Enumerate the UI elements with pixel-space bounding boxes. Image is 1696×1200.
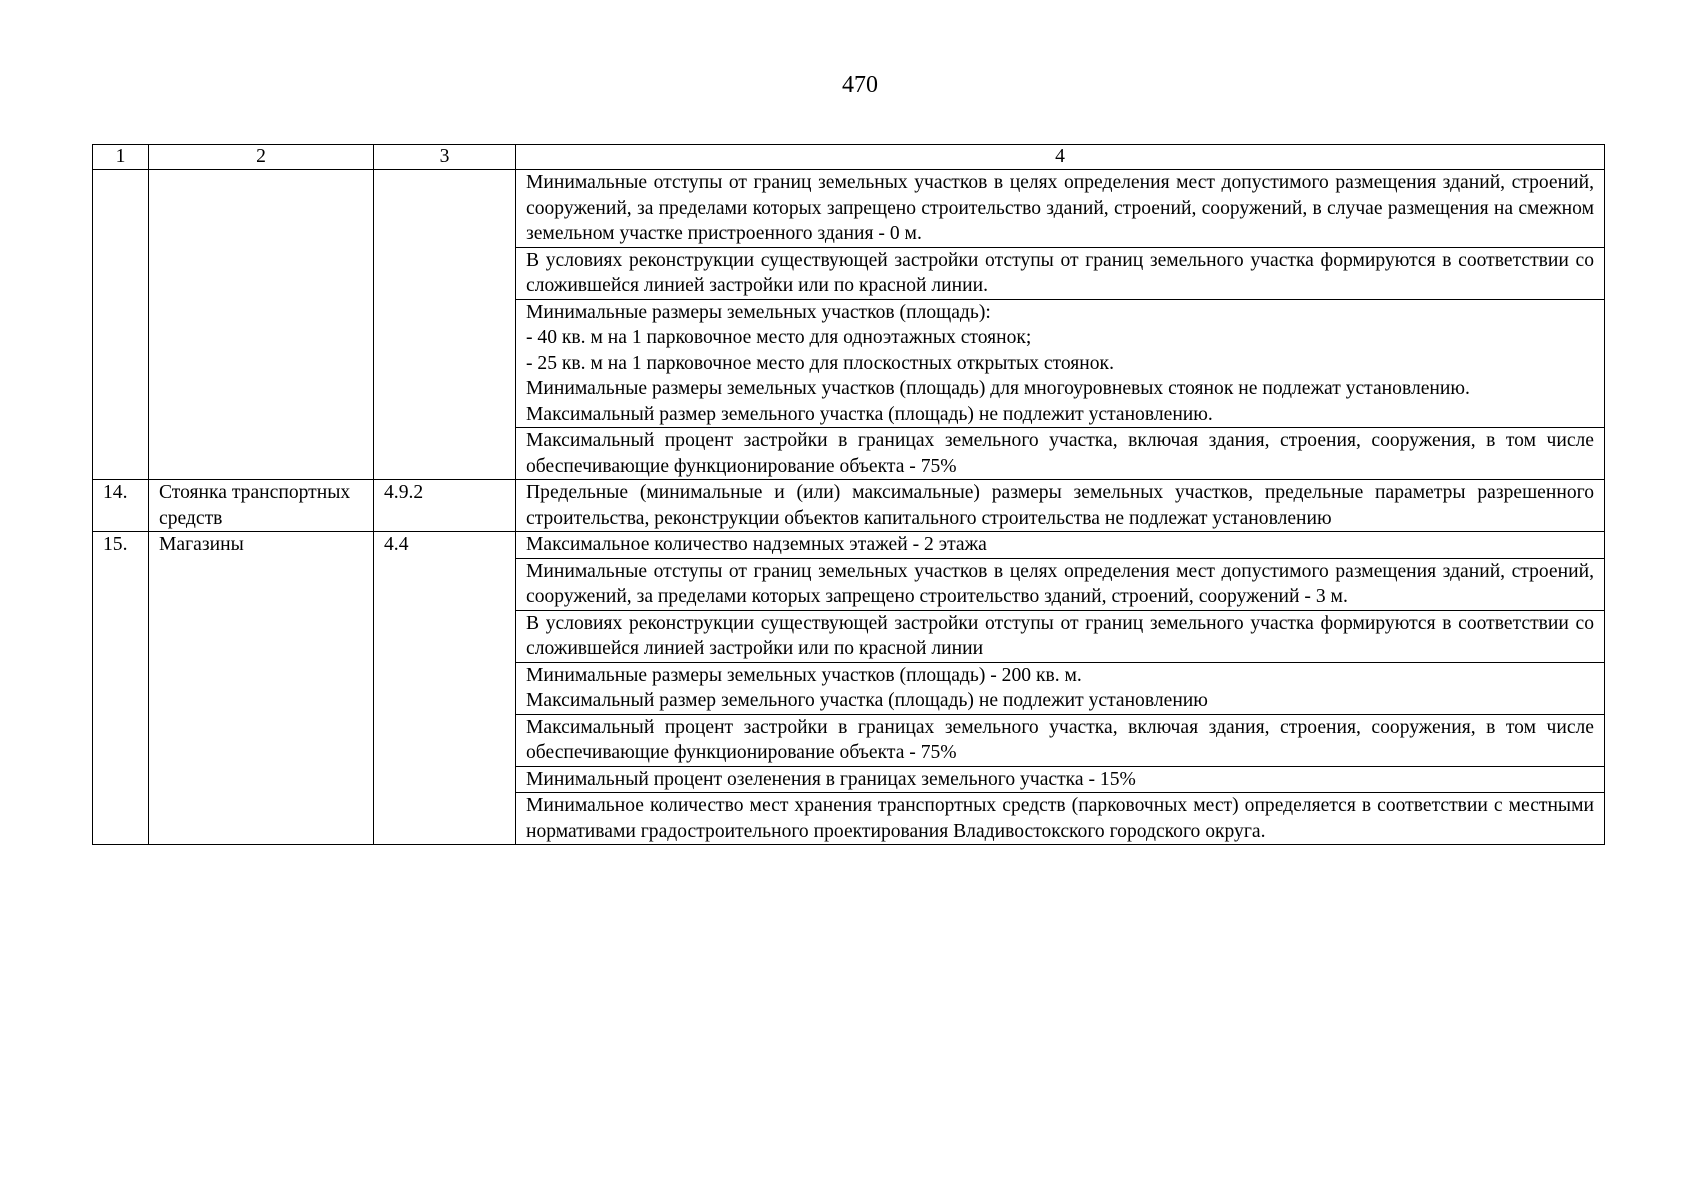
parameter-line: Максимальный размер земельного участка (площадь) не подлежит установлению: [526, 690, 1208, 711]
header-cell-4: 4: [516, 145, 1605, 170]
parameter-cell: Предельные (минимальные и (или) максимальные) размеры земельных участков, предельные параметры разрешенного строительства, реконструкции объектов капитального строительства не подлежат установлению: [516, 480, 1605, 532]
parameter-line: Минимальные размеры земельных участков (площадь) - 200 кв. м.: [526, 664, 1082, 686]
land-use-name: Стоянка транспортных средств: [149, 480, 374, 532]
parameter-cell: В условиях реконструкции существующей застройки отступы от границ земельного участка формируются в соответствии со сложившейся линией застройки или по красной линии: [516, 610, 1605, 662]
header-cell-3: 3: [374, 145, 516, 170]
header-cell-1: 1: [93, 145, 149, 170]
parameter-cell: Максимальный процент застройки в границах земельного участка, включая здания, строения, сооружения, в том числе обеспечивающие функционирование объекта - 75%: [516, 714, 1605, 766]
parameter-cell: В условиях реконструкции существующей застройки отступы от границ земельного участка формируются в соответствии со сложившейся линией застройки или по красной линии.: [516, 247, 1605, 299]
parameter-cell: [516, 299, 1605, 428]
parameter-cell: [516, 662, 1605, 714]
parameter-line: Максимальный размер земельного участка (площадь) не подлежит установлению.: [526, 403, 1213, 425]
parameter-cell: Максимальное количество надземных этажей - 2 этажа: [516, 532, 1605, 559]
table-row-14: [93, 480, 1605, 532]
table-row-15: [93, 532, 1605, 559]
parameter-cell: Минимальный процент озеленения в границах земельного участка - 15%: [516, 766, 1605, 793]
parameter-cell: Максимальный процент застройки в границах земельного участка, включая здания, строения, сооружения, в том числе обеспечивающие функционирование объекта - 75%: [516, 428, 1605, 480]
land-use-code: 4.4: [374, 532, 516, 845]
parameter-cell: Минимальное количество мест хранения транспортных средств (парковочных мест) определяется в соответствии с местными нормативами градостроительного проектирования Владивостокского городского округа.: [516, 793, 1605, 845]
parameter-line: - 25 кв. м на 1 парковочное место для плоскостных открытых стоянок.: [526, 352, 1114, 374]
continuation-name-cell: [149, 170, 374, 480]
table-row: [93, 170, 1605, 248]
continuation-code-cell: [374, 170, 516, 480]
row-number: 14.: [93, 480, 149, 532]
parameter-line: - 40 кв. м на 1 парковочное место для одноэтажных стоянок;: [526, 327, 1032, 348]
table-header-row: [93, 145, 1605, 170]
parameter-line: Минимальные размеры земельных участков (площадь):: [526, 301, 991, 323]
parameter-line: Минимальные размеры земельных участков (площадь) для многоуровневых стоянок не подлежат установлению.: [526, 378, 1470, 399]
page-number: 470: [842, 72, 878, 98]
parameter-cell: Минимальные отступы от границ земельных участков в целях определения мест допустимого размещения зданий, строений, сооружений, за пределами которых запрещено строительство зданий, строений, сооружений, в случае размещения на смежном земельном участке пристроенного здания - 0 м.: [516, 170, 1605, 248]
land-use-code: 4.9.2: [374, 480, 516, 532]
parameter-cell: Минимальные отступы от границ земельных участков в целях определения мест допустимого размещения зданий, строений, сооружений, за пределами которых запрещено строительство зданий, строений, сооружений - 3 м.: [516, 558, 1605, 610]
land-use-name: Магазины: [149, 532, 374, 845]
continuation-num-cell: [93, 170, 149, 480]
header-cell-2: 2: [149, 145, 374, 170]
zoning-table: [92, 144, 1605, 845]
row-number: 15.: [93, 532, 149, 845]
